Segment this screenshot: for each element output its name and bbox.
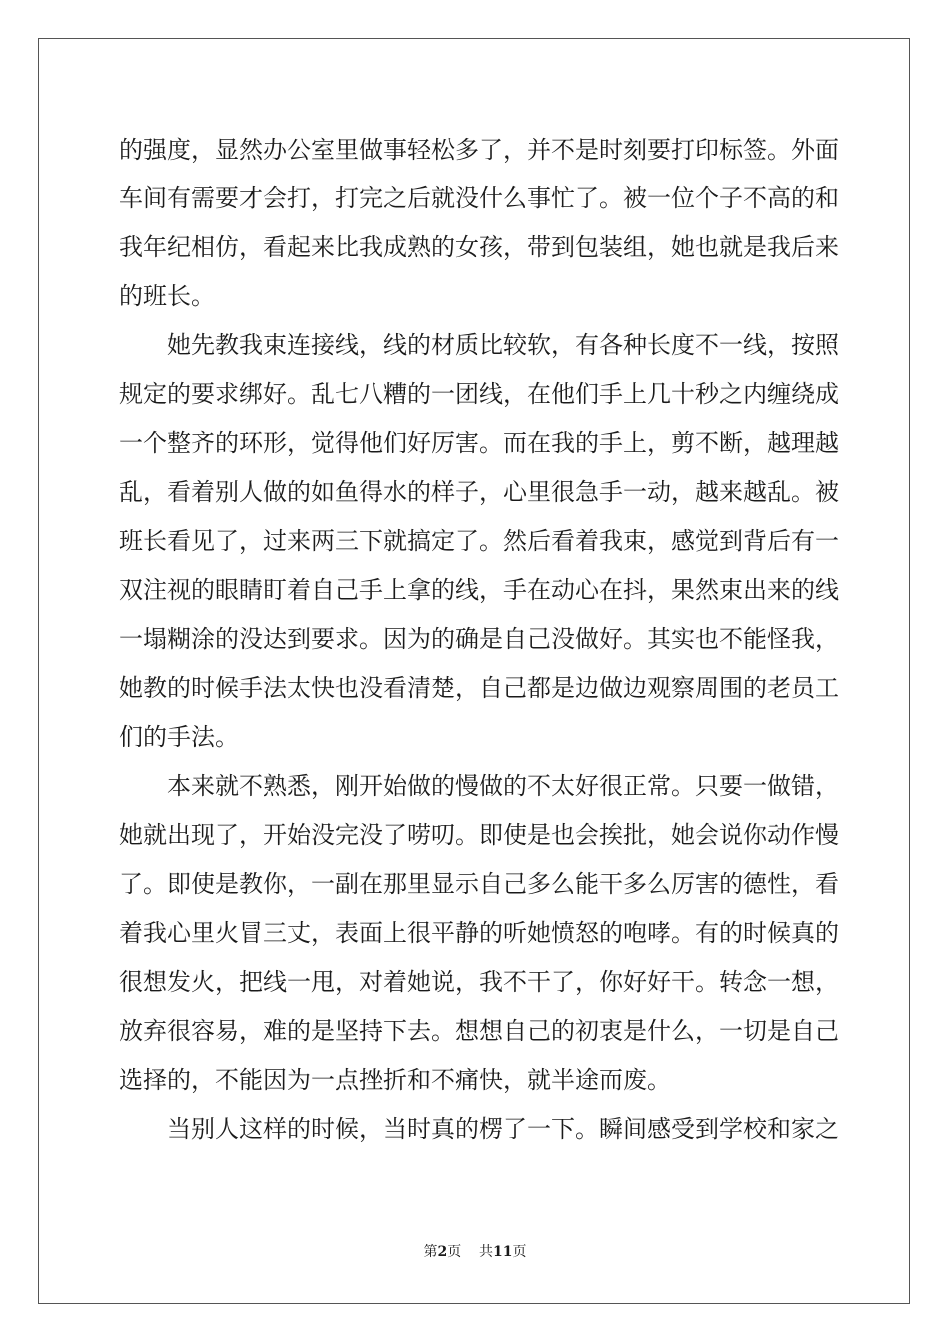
total-prefix: 共 — [479, 1244, 494, 1260]
text-line: 车间有需要才会打，打完之后就没什么事忙了。被一位个子不高的和 — [119, 184, 839, 212]
total-suffix: 页 — [512, 1244, 527, 1260]
text-line: 着我心里火冒三丈，表面上很平静的听她愤怒的咆哮。有的时候真的 — [119, 919, 839, 947]
text-line: 她就出现了，开始没完没了唠叨。即使是也会挨批，她会说你动作慢 — [119, 821, 839, 849]
text-line: 她先教我束连接线，线的材质比较软，有各种长度不一线，按照 — [119, 331, 839, 359]
page-suffix: 页 — [447, 1244, 462, 1260]
text-line: 班长看见了，过来两三下就搞定了。然后看着我束，感觉到背后有一 — [119, 527, 839, 555]
text-line: 本来就不熟悉，刚开始做的慢做的不太好很正常。只要一做错， — [119, 772, 839, 800]
text-line: 们的手法。 — [119, 723, 239, 751]
text-line: 乱，看着别人做的如鱼得水的样子，心里很急手一动，越来越乱。被 — [119, 478, 839, 506]
text-line: 我年纪相仿，看起来比我成熟的女孩，带到包装组，她也就是我后来 — [119, 233, 839, 261]
text-line: 她教的时候手法太快也没看清楚，自己都是边做边观察周围的老员工 — [119, 674, 839, 702]
text-line: 的强度，显然办公室里做事轻松多了，并不是时刻要打印标签。外面 — [119, 136, 839, 164]
text-line: 双注视的眼睛盯着自己手上拿的线，手在动心在抖，果然束出来的线 — [119, 576, 839, 604]
page-prefix: 第 — [423, 1244, 438, 1260]
total-pages: 11 — [493, 1244, 513, 1260]
page-number: 2 — [437, 1244, 448, 1260]
page-footer — [0, 1243, 950, 1261]
text-line: 规定的要求绑好。乱七八糟的一团线，在他们手上几十秒之内缠绕成 — [119, 380, 839, 408]
text-line: 的班长。 — [119, 282, 215, 310]
text-line: 了。即使是教你，一副在那里显示自己多么能干多么厉害的德性，看 — [119, 870, 839, 898]
text-line: 当别人这样的时候，当时真的楞了一下。瞬间感受到学校和家之 — [119, 1115, 839, 1143]
text-line: 放弃很容易，难的是坚持下去。想想自己的初衷是什么，一切是自己 — [119, 1017, 839, 1045]
text-line: 很想发火，把线一甩，对着她说，我不干了，你好好干。转念一想， — [119, 968, 839, 996]
text-line: 选择的，不能因为一点挫折和不痛快，就半途而废。 — [119, 1066, 671, 1094]
text-line: 一个整齐的环形，觉得他们好厉害。而在我的手上，剪不断，越理越 — [119, 429, 839, 457]
text-line: 一塌糊涂的没达到要求。因为的确是自己没做好。其实也不能怪我， — [119, 625, 839, 653]
